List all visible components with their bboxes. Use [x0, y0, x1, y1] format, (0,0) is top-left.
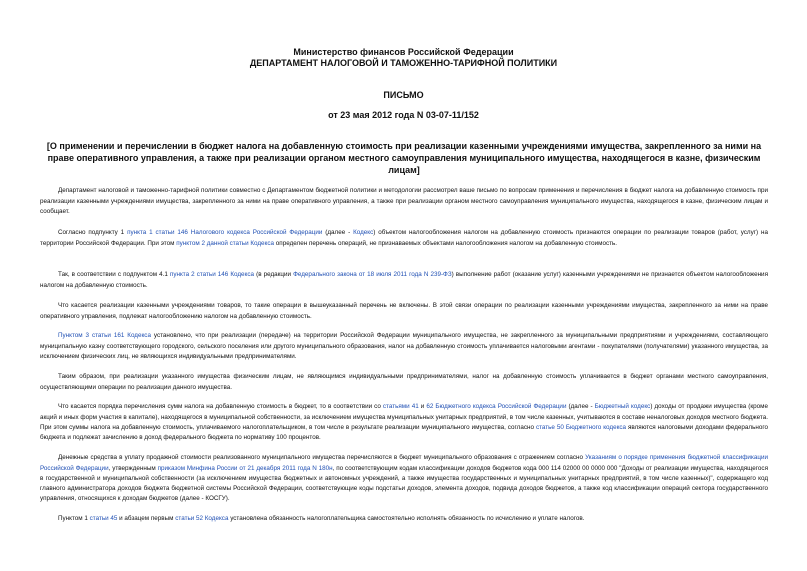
reference-link[interactable]: Бюджетный кодекс: [594, 403, 651, 411]
paragraph-text: Департамент налоговой и таможенно-тарифной политики совместно с Департаментом бюджетной политики и методологии рассмотрел ваше письмо по вопросам применения и перечисления в бюджет налога на добавленную стоимость при реализации казенными учреждениями имущества, закрепленного за ними на праве оперативного управления, а также при реализации органом местного самоуправления муниципального имущества, находящегося в казне, физическим лицам и сообщает.: [40, 187, 768, 215]
paragraph-text: (далее -: [322, 229, 354, 237]
body-paragraph-4: [40, 301, 768, 322]
department-name: ДЕПАРТАМЕНТ НАЛОГОВОЙ И ТАМОЖЕННО-ТАРИФНОЙ ПОЛИТИКИ: [249, 58, 558, 68]
reference-link[interactable]: Пунктом 3 статьи 161 Кодекса: [58, 332, 151, 340]
paragraph-text: (далее -: [566, 403, 595, 411]
paragraph-text: являются налоговыми доходами федерального бюджета и подлежат зачислению в доход федерального бюджета по нормативу 100 процентов.: [40, 423, 768, 442]
reference-link[interactable]: статьи 52 Кодекса: [175, 515, 229, 523]
reference-link[interactable]: статьями 41: [382, 403, 419, 411]
body-paragraph-1: [40, 186, 768, 217]
body-paragraph-7: [40, 402, 768, 443]
document-subject: [О применении и перечислении в бюджет налога на добавленную стоимость при реализации казенными учреждениями имущества, закрепленного за ними на праве оперативного управления, а также при реализации органом местного самоуправления муниципального имущества, находящегося в казне, физическим лицам]: [46, 141, 762, 175]
paragraph-text: Что касается порядка перечисления сумм налога на добавленную стоимость в бюджет, то в соответствии со: [58, 403, 383, 411]
body-paragraph-8: [40, 453, 768, 504]
paragraph-text: установлена обязанность налогоплательщика самостоятельно исполнять обязанность по исчислению и уплате налогов.: [228, 515, 585, 523]
ministry-name: Министерство финансов Российской Федерации: [293, 47, 514, 57]
paragraph-text: установлено, что при реализации (передаче) на территории Российской Федерации муниципального имущества, не закрепленного за муниципальными предприятиями и учреждениями, составляющего муниципальную казну соответствующего городского, сельского поселения или другого муниципального образования, налог на добавленную стоимость уплачивается налоговыми агентами - покупателями (получателями) указанного имущества, за исключением физических лиц, не являющихся индивидуальными предпринимателями.: [40, 332, 768, 360]
paragraph-text: и: [418, 403, 427, 411]
reference-link[interactable]: Указаниям о порядке применения бюджетной классификации Российской Федерации: [40, 454, 768, 472]
paragraph-text: ) доходы от продажи имущества (кроме акций и иных форм участия в капитале), находящегося в муниципальной собственности, за исключением имущества муниципальных унитарных предприятий, в том числе казенных, учитываются в составе неналоговых доходов местного бюджета. При этом суммы налога на добавленную стоимость, уплачиваемого налогоплательщиком, в том числе в результате реализации муниципального имущества, согласно: [40, 403, 768, 431]
paragraph-text: определен перечень операций, не признаваемых объектами налогообложения налогом на добавленную стоимость.: [274, 239, 618, 247]
paragraph-text: Согласно подпункту 1: [58, 229, 128, 237]
reference-link[interactable]: пунктом 2 данной статьи Кодекса: [176, 239, 275, 247]
paragraph-text: Что касается реализации казенными учреждениями товаров, то такие операции в вышеуказанный перечень не включены. В этой связи операции по реализации казенными учреждениями имущества, закрепленного за ними на праве оперативного управления, подлежат налогообложению налогом на добавленную стоимость.: [40, 302, 768, 320]
paragraph-text: Таким образом, при реализации указанного имущества физическим лицам, не являющимся индивидуальными предпринимателями, налог на добавленную стоимость уплачивается в бюджет органами местного самоуправления, осуществляющими операции по реализации данного имущества.: [40, 373, 768, 391]
body-paragraph-5: [40, 331, 768, 362]
document-type: ПИСЬМО: [383, 90, 424, 100]
paragraph-text: Так, в соответствии с подпунктом 4.1: [58, 271, 170, 279]
reference-link[interactable]: пункта 1 статьи 146 Налогового кодекса Российской Федерации: [127, 229, 323, 237]
reference-link[interactable]: 62 Бюджетного кодекса Российской Федерации: [426, 403, 567, 411]
paragraph-text: ) объектом налогообложения налогом на добавленную стоимость признаются операции по реализации товаров (работ, услуг) на территории Российской Федерации. При этом: [40, 229, 769, 247]
paragraph-text: , утвержденным: [108, 464, 158, 472]
body-paragraph-6: [40, 372, 768, 393]
paragraph-text: Денежные средства в уплату продажной стоимости реализованного муниципального имущества перечисляются в бюджет муниципального образования с отражением согласно: [58, 454, 586, 462]
reference-link[interactable]: статьи 45: [89, 515, 118, 523]
paragraph-text: , по соответствующим кодам классификации доходов бюджетов кода 000 114 02000 00 0000 000 "Доходы от реализации имущества, находящегося в государственной и муниципальной собственности (за исключением имущества бюджетных и автономных учреждений, а также имущества государственных и муниципальных унитарных предприятий, в том числе казенных)", содержащего код главного администратора доходов бюджета бюджетной системы Российской Федерации, соответствующие коды подстатьи доходов, элемента доходов, подвида доходов бюджетов, а также код классификации операций сектора государственного управления, относящихся к доходам бюджетов (далее - КОСГУ).: [40, 464, 768, 503]
paragraph-text: и абзацем первым: [117, 515, 176, 523]
document-date-number: от 23 мая 2012 года N 03-07-11/152: [328, 110, 479, 120]
reference-link[interactable]: Федерального закона от 18 июля 2011 года N 239-ФЗ: [293, 271, 452, 279]
reference-link[interactable]: приказом Минфина России от 21 декабря 2011 года N 180н: [157, 464, 333, 472]
body-paragraph-2: [40, 228, 768, 249]
paragraph-text: (в редакции: [254, 271, 294, 279]
reference-link[interactable]: статье 50 Бюджетного кодекса: [535, 423, 627, 431]
paragraph-text: ) выполнение работ (оказание услуг) казенными учреждениями не признается объектом налогообложения налогом на добавленную стоимость.: [40, 271, 768, 289]
body-paragraph-3: [40, 270, 768, 291]
paragraph-text: Пунктом 1: [58, 515, 90, 523]
body-paragraph-9: [40, 514, 768, 524]
reference-link[interactable]: пункта 2 статьи 146 Кодекса: [169, 271, 255, 279]
reference-link[interactable]: Кодекс: [353, 229, 374, 237]
